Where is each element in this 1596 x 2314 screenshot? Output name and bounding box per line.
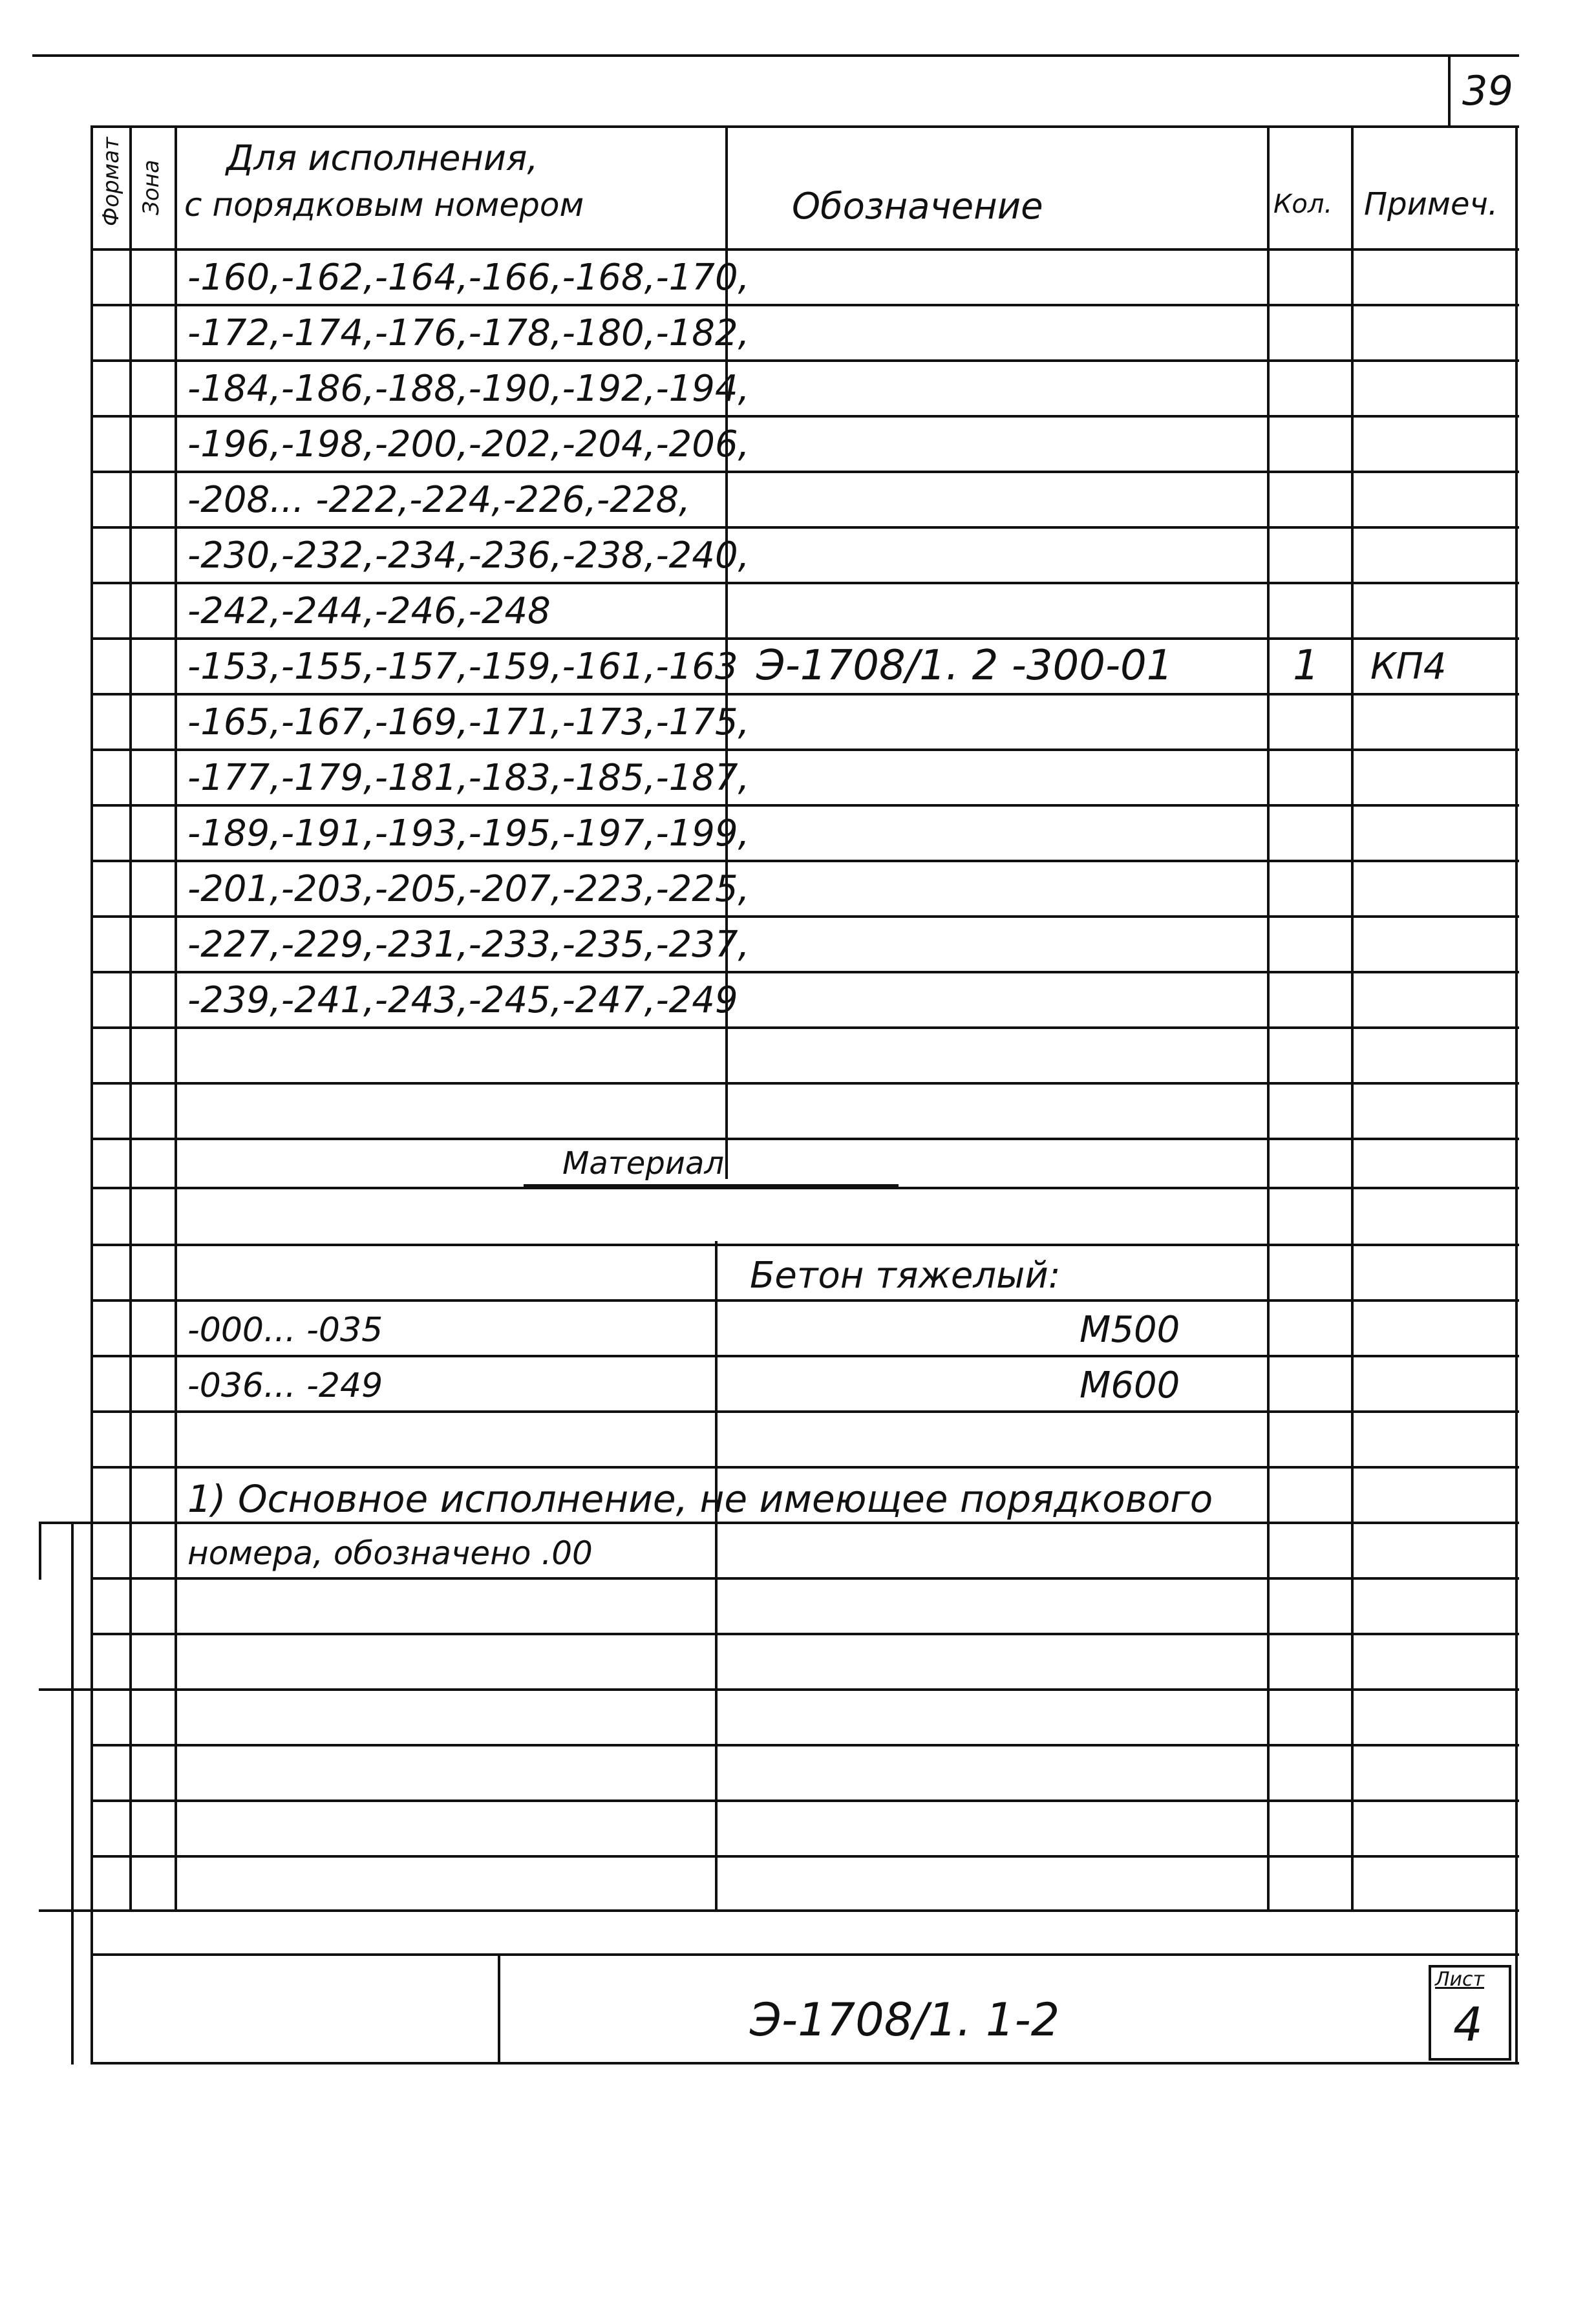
- execution-numbers-row: -153,-155,-157,-159,-161,-163: [187, 646, 738, 688]
- row-line: [90, 1355, 1519, 1357]
- row-line: [90, 693, 1519, 695]
- execution-numbers-row: -184,-186,-188,-190,-192,-194,: [187, 368, 750, 410]
- header-bottom-line: [90, 248, 1519, 251]
- row-line: [90, 1744, 1519, 1746]
- title-block-sep: [498, 1953, 500, 2065]
- material-range: -000... -035: [187, 1311, 383, 1350]
- execution-numbers-row: -172,-174,-176,-178,-180,-182,: [187, 312, 750, 354]
- page-number: 39: [1462, 67, 1513, 114]
- header-execution-line2: с порядковым номером: [184, 186, 584, 224]
- row-note: КП4: [1370, 646, 1447, 688]
- row-line: [90, 1799, 1519, 1802]
- execution-numbers-row: -227,-229,-231,-233,-235,-237,: [187, 924, 750, 966]
- execution-numbers-row: -196,-198,-200,-202,-204,-206,: [187, 423, 750, 465]
- row-line: [90, 359, 1519, 362]
- col-format-sep: [129, 125, 132, 1909]
- col-designation-sep-lower: [715, 1241, 718, 1909]
- row-line: [39, 1909, 1519, 1912]
- material-grade: М600: [1080, 1364, 1180, 1406]
- row-line: [90, 971, 1519, 973]
- header-note: Примеч.: [1364, 186, 1498, 222]
- row-line: [39, 1688, 1519, 1691]
- footnote-line1: 1) Основное исполнение, не имеющее порядкового: [187, 1477, 1213, 1521]
- header-designation: Обозначение: [792, 186, 1043, 228]
- binding-margin-line: [71, 1522, 74, 2065]
- row-line: [90, 1244, 1519, 1246]
- row-line: [90, 1577, 1519, 1580]
- materials-heading: Материал: [562, 1145, 725, 1182]
- execution-numbers-row: -189,-191,-193,-195,-197,-199,: [187, 812, 750, 854]
- table-top-border: [90, 125, 1519, 128]
- row-line: [90, 1082, 1519, 1085]
- col-zone-sep: [175, 125, 177, 1909]
- row-designation: Э-1708/1. 2 -300-01: [756, 642, 1173, 690]
- binding-margin-line: [39, 1522, 41, 1580]
- execution-numbers-row: -201,-203,-205,-207,-223,-225,: [187, 868, 750, 910]
- row-line: [90, 860, 1519, 862]
- row-line: [90, 471, 1519, 473]
- row-line: [90, 804, 1519, 807]
- title-block-bottom: [90, 2062, 1519, 2065]
- sheet-label: Лист: [1435, 1968, 1485, 1991]
- row-line: [90, 1187, 1519, 1189]
- execution-numbers-row: -230,-232,-234,-236,-238,-240,: [187, 535, 750, 577]
- header-format: Формат: [98, 137, 124, 226]
- execution-numbers-row: -208... -222,-224,-226,-228,: [187, 479, 690, 521]
- top-border: [32, 54, 1519, 57]
- row-line: [90, 1410, 1519, 1413]
- row-line: [90, 582, 1519, 584]
- row-line: [90, 637, 1519, 640]
- row-qty: 1: [1293, 642, 1319, 690]
- execution-numbers-row: -160,-162,-164,-166,-168,-170,: [187, 257, 750, 299]
- row-line: [90, 915, 1519, 918]
- col-qty-sep: [1267, 125, 1270, 1909]
- row-line: [90, 526, 1519, 529]
- row-line: [90, 1953, 1519, 1956]
- row-line: [90, 1633, 1519, 1635]
- execution-numbers-row: -239,-241,-243,-245,-247,-249: [187, 979, 738, 1021]
- row-line: [90, 1026, 1519, 1029]
- execution-numbers-row: -242,-244,-246,-248: [187, 590, 551, 632]
- footnote-line2: номера, обозначено .00: [187, 1534, 593, 1572]
- execution-numbers-row: -177,-179,-181,-183,-185,-187,: [187, 757, 750, 799]
- material-range: -036... -249: [187, 1366, 383, 1405]
- header-execution-line1: Для исполнения,: [226, 138, 538, 178]
- header-zone: Зона: [138, 160, 164, 215]
- row-line: [90, 748, 1519, 751]
- col-note-sep: [1351, 125, 1354, 1909]
- header-qty: Кол.: [1273, 189, 1333, 219]
- row-line: [90, 1855, 1519, 1858]
- row-line: [90, 415, 1519, 418]
- row-line: [90, 304, 1519, 306]
- execution-numbers-row: -165,-167,-169,-171,-173,-175,: [187, 701, 750, 743]
- row-line: [90, 1466, 1519, 1469]
- row-line: [90, 1138, 1519, 1140]
- concrete-type: Бетон тяжелый:: [750, 1255, 1061, 1297]
- row-line: [39, 1522, 1519, 1524]
- material-grade: М500: [1080, 1309, 1180, 1351]
- sheet-number: 4: [1453, 1997, 1483, 2052]
- document-code: Э-1708/1. 1-2: [750, 1993, 1060, 2046]
- page-number-box-left: [1448, 54, 1451, 125]
- row-line: [90, 1299, 1519, 1302]
- materials-heading-underline: [524, 1184, 899, 1187]
